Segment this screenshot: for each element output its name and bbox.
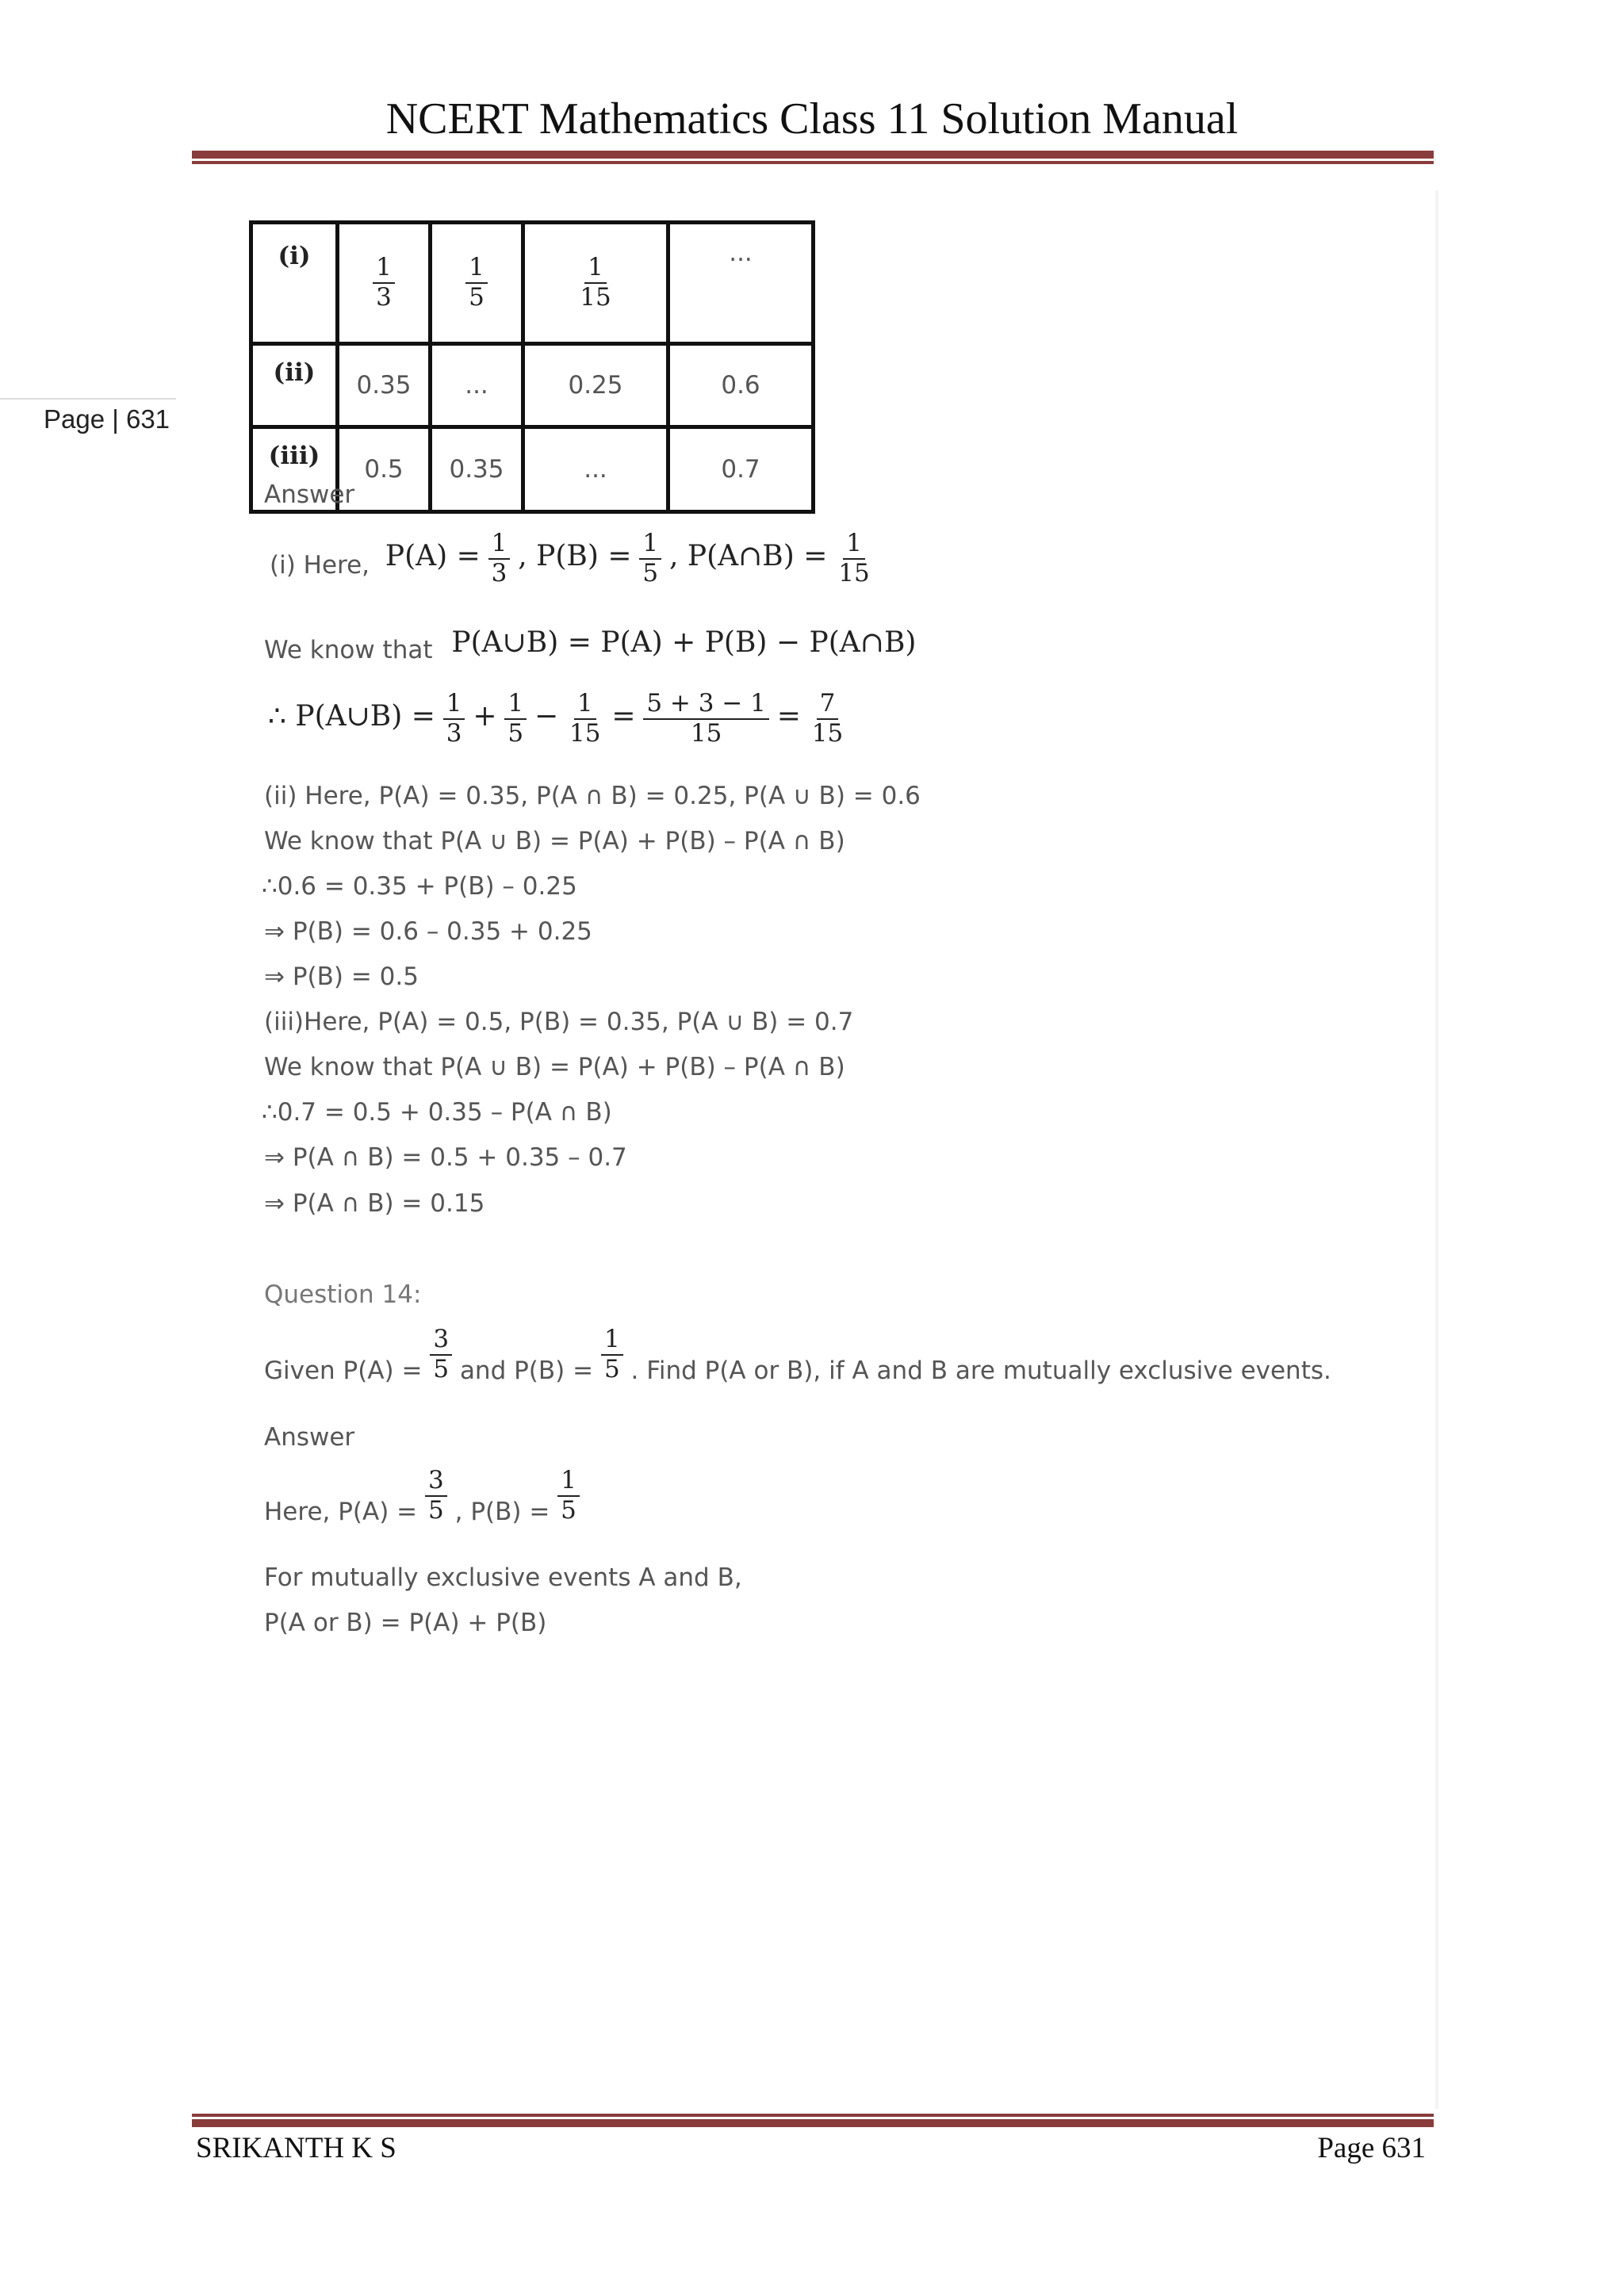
row-label: (ii) (251, 344, 338, 427)
table-cell: 0.5 (338, 427, 431, 512)
frac-den: 15 (690, 718, 722, 748)
frac-num: 3 (425, 1467, 447, 1497)
frac-den: 5 (508, 718, 524, 748)
q14-given-suffix: . Find P(A or B), if A and B are mutually exclusive events. (630, 1357, 1331, 1386)
part-i-therefore: ∴ P(A∪B) = (268, 700, 435, 733)
header-rule-thin (192, 161, 1434, 164)
solution-line: We know that P(A ∪ B) = P(A) + P(B) – P(A ∩ B) (264, 1053, 845, 1081)
frac-den: 5 (561, 1495, 576, 1525)
side-page-number: Page | 631 (44, 404, 170, 434)
row-label: (i) (251, 223, 338, 344)
frac-num: 1 (488, 530, 511, 560)
row-label: (iii) (251, 427, 338, 512)
table-row (251, 344, 814, 427)
table-row (251, 223, 814, 344)
frac-den: 3 (446, 718, 462, 748)
frac-den: 5 (433, 1354, 450, 1383)
frac-den: 15 (569, 718, 601, 748)
frac-den: 15 (811, 718, 844, 748)
solution-line: ⇒ P(A ∩ B) = 0.5 + 0.35 – 0.7 (264, 1143, 627, 1172)
frac-num: 1 (639, 530, 661, 560)
footer-author: SRIKANTH K S (196, 2132, 396, 2164)
question-14-heading: Question 14: (264, 1280, 422, 1309)
part-i-know-prefix: We know that (264, 636, 433, 664)
frac-num: 1 (443, 690, 465, 720)
part-i-pa: P(A) = (385, 540, 481, 573)
solution-line: (iii)Here, P(A) = 0.5, P(B) = 0.35, P(A ∪ B) = 0.7 (264, 1008, 854, 1036)
probability-table (249, 220, 815, 514)
page-header-title: NCERT Mathematics Class 11 Solution Manual (385, 94, 1239, 144)
frac-num: 7 (817, 690, 839, 720)
table-cell: 0.25 (523, 344, 668, 427)
frac-num: 3 (430, 1326, 452, 1356)
solution-line: ⇒ P(B) = 0.5 (264, 962, 419, 991)
part-i-here: (i) Here, (270, 551, 370, 580)
frac-den: 5 (469, 283, 485, 312)
solution-line: We know that P(A ∪ B) = P(A) + P(B) – P(A ∩ B) (264, 827, 845, 855)
part-i-pb: , P(B) = (518, 540, 632, 573)
table-cell (431, 223, 523, 344)
table-cell: 0.7 (668, 427, 814, 512)
frac-num: 5 + 3 − 1 (643, 690, 769, 720)
q14-here-line (264, 1467, 580, 1525)
frac-num: 1 (504, 690, 527, 720)
table-cell: 0.35 (338, 344, 431, 427)
frac-den: 15 (838, 558, 870, 587)
solution-line: ⇒ P(A ∩ B) = 0.15 (264, 1189, 485, 1218)
footer-rule-thin (192, 2114, 1434, 2117)
table-cell: 0.35 (431, 427, 523, 512)
q14-here-mid: , P(B) = (454, 1498, 550, 1527)
frac-num: 1 (373, 254, 395, 284)
frac-num: 1 (601, 1326, 623, 1356)
q14-formula-line: P(A or B) = P(A) + P(B) (264, 1609, 547, 1637)
frac-den: 5 (642, 558, 659, 587)
header-rule-thick (192, 151, 1434, 159)
q14-exclusive-line: For mutually exclusive events A and B, (264, 1563, 742, 1592)
q14-given-prefix: Given P(A) = (264, 1357, 423, 1386)
question-14-text (264, 1325, 1331, 1386)
frac-den: 3 (491, 558, 508, 587)
frac-den: 15 (580, 283, 611, 312)
table-cell: 0.6 (668, 344, 814, 427)
equals-sign: = (611, 700, 636, 733)
frac-den: 5 (428, 1495, 444, 1525)
part-i-givens (270, 530, 873, 587)
part-i-pab: , P(A∩B) = (668, 540, 828, 573)
table-cell (523, 223, 668, 344)
q14-given-mid: and P(B) = (459, 1357, 594, 1386)
frac-den: 3 (376, 283, 392, 312)
solution-line: ∴0.7 = 0.5 + 0.35 – P(A ∩ B) (262, 1098, 612, 1127)
table-cell: ... (668, 223, 814, 344)
part-i-know-line (264, 626, 917, 664)
footer-page-number: Page 631 (1317, 2132, 1426, 2164)
solution-line: ⇒ P(B) = 0.6 – 0.35 + 0.25 (264, 917, 592, 946)
side-divider (0, 398, 176, 400)
part-i-therefore-line (268, 690, 846, 748)
answer-label: Answer (264, 480, 355, 509)
solution-line: ∴0.6 = 0.35 + P(B) – 0.25 (262, 872, 577, 901)
q14-answer-label: Answer (264, 1423, 355, 1452)
footer-rule-thick (192, 2119, 1434, 2127)
plus-sign: + (473, 700, 497, 733)
q14-here-prefix: Here, P(A) = (264, 1498, 418, 1527)
frac-num: 1 (843, 530, 865, 560)
page-edge-shadow (1435, 190, 1438, 2109)
frac-num: 1 (465, 254, 488, 284)
table-cell: ... (523, 427, 668, 512)
frac-num: 1 (557, 1467, 580, 1497)
table-cell (338, 223, 431, 344)
part-i-formula: P(A∪B) = P(A) + P(B) − P(A∩B) (451, 626, 917, 659)
frac-num: 1 (574, 690, 596, 720)
frac-den: 5 (603, 1354, 620, 1383)
frac-num: 1 (584, 254, 607, 284)
table-cell: ... (431, 344, 523, 427)
solution-line: (ii) Here, P(A) = 0.35, P(A ∩ B) = 0.25, P(A ∪ B) = 0.6 (264, 782, 921, 810)
minus-sign: − (534, 700, 559, 733)
equals-sign: = (776, 700, 801, 733)
